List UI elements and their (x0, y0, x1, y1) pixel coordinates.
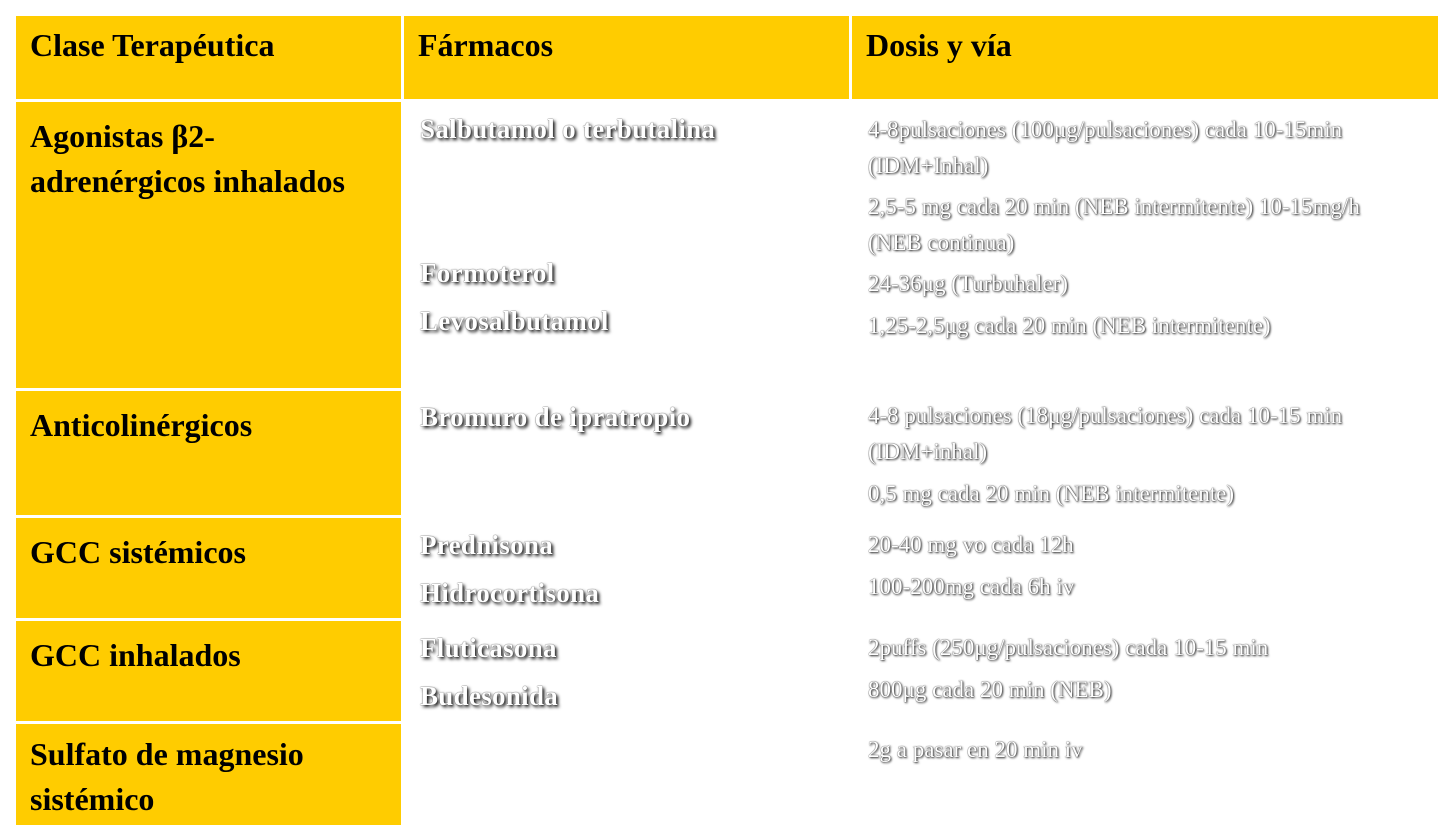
header-farmacos: Fármacos (404, 16, 849, 99)
dose-budesonida: 800μg cada 20 min (NEB) (868, 677, 1112, 702)
drug-levosalbutamol: Levosalbutamol (420, 306, 609, 336)
dose-prednisona: 20-40 mg vo cada 12h (868, 532, 1074, 557)
class-cell-gcc-inhalados: GCC inhalados (16, 621, 401, 721)
drug-formoterol: Formoterol (420, 258, 555, 288)
dose-salbutamol-idm: 4-8pulsaciones (100μg/pulsaciones) cada 10-15min (IDM+Inhal) (868, 117, 1343, 178)
header-clase: Clase Terapéutica (16, 16, 401, 99)
drug-hidrocortisona: Hidrocortisona (420, 578, 600, 608)
dose-formoterol: 24-36μg (Turbuhaler) (868, 271, 1068, 296)
class-cell-gcc-sistemicos: GCC sistémicos (16, 518, 401, 618)
dose-salbutamol-neb: 2,5-5 mg cada 20 min (NEB intermitente) 10-15mg/h (NEB continua) (868, 194, 1360, 255)
drug-salbutamol: Salbutamol o terbutalina (420, 114, 716, 144)
class-cell-anticolinergicos: Anticolinérgicos (16, 391, 401, 515)
header-dosis: Dosis y vía (852, 16, 1438, 99)
class-cell-magnesio: Sulfato de magnesio sistémico (16, 724, 401, 825)
dose-levosalbutamol: 1,25-2,5μg cada 20 min (NEB intermitente) (868, 313, 1271, 338)
drug-budesonida: Budesonida (420, 681, 559, 711)
dose-hidrocortisona: 100-200mg cada 6h iv (868, 574, 1075, 599)
class-cell-beta2: Agonistas β2-adrenérgicos inhalados (16, 102, 401, 388)
dose-magnesio: 2g a pasar en 20 min iv (868, 737, 1083, 762)
dose-fluticasona: 2puffs (250μg/pulsaciones) cada 10-15 min (868, 635, 1269, 660)
dose-ipratropio-neb: 0,5 mg cada 20 min (NEB intermitente) (868, 481, 1234, 506)
drug-fluticasona: Fluticasona (420, 633, 557, 663)
dose-ipratropio-idm: 4-8 pulsaciones (18μg/pulsaciones) cada 10-15 min (IDM+inhal) (868, 403, 1343, 464)
drug-prednisona: Prednisona (420, 530, 554, 560)
drug-ipratropio: Bromuro de ipratropio (420, 402, 691, 432)
